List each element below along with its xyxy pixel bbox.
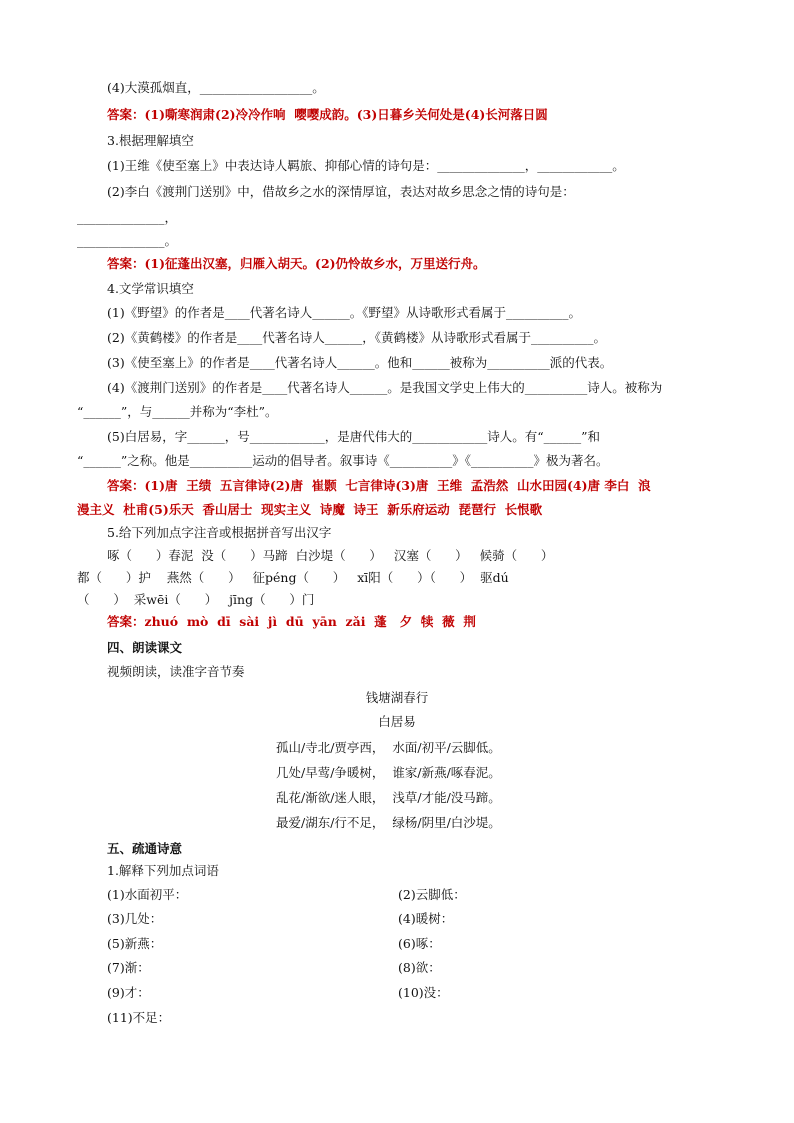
poem-author: 白居易 <box>378 714 416 729</box>
poem-line: 几处/早莺/争暖树， 谁家/新燕/啄春泥。 <box>276 765 501 780</box>
blank-4: (4)大漠孤烟直，__________________。 <box>107 80 325 95</box>
word-item: (7)渐： <box>107 960 150 975</box>
word-item: (4)暖树： <box>398 911 454 926</box>
q5-row3: （ ） 采wēi（ ） jīng（ ）门 <box>77 592 315 607</box>
q3-2-blank2: ______________。 <box>77 233 178 248</box>
word-item: (11)不足： <box>107 1010 171 1025</box>
section5-sub: 1.解释下列加点词语 <box>107 863 219 878</box>
poem-line: 孤山/寺北/贾亭西， 水面/初平/云脚低。 <box>276 740 501 755</box>
q4-5: (5)白居易，字______，号____________，是唐代伟大的____________诗人。有“______”和 <box>107 429 600 444</box>
heading-q4: 4.文学常识填空 <box>107 281 194 296</box>
word-item: (6)啄： <box>398 936 441 951</box>
q4-5-cont: “______”之称。他是__________运动的倡导者。叙事诗《__________》《__________》极为著名。 <box>77 453 609 468</box>
word-item: (10)没： <box>398 985 449 1000</box>
q4-1: (1)《野望》的作者是____代著名诗人______。《野望》从诗歌形式看属于__________。 <box>107 305 581 320</box>
answer-4b: 漫主义 杜甫(5)乐天 香山居士 现实主义 诗魔 诗王 新乐府运动 琵琶行 长恨歌 <box>77 502 543 517</box>
heading-section5: 五、疏通诗意 <box>107 841 183 856</box>
heading-read: 四、朗读课文 <box>107 640 183 655</box>
word-item: (1)水面初平： <box>107 887 188 902</box>
word-item: (3)几处： <box>107 911 163 926</box>
word-item: (5)新燕： <box>107 936 163 951</box>
answer-5: 答案：zhuó mò dī sài jì dū yān zǎi 蓬 夕 犊 薇 荆 <box>107 614 476 629</box>
q4-2: (2)《黄鹤楼》的作者是____代著名诗人______，《黄鹤楼》从诗歌形式看属于__________。 <box>107 330 606 345</box>
word-item: (8)欲： <box>398 960 441 975</box>
poem-line: 乱花/渐欲/迷人眼， 浅草/才能/没马蹄。 <box>276 790 501 805</box>
q5-row1: 啄（ ）春泥 没（ ）马蹄 白沙堤（ ） 汉塞（ ） 候骑（ ） <box>107 548 554 563</box>
read-instruction: 视频朗读，读准字音节奏 <box>107 664 245 679</box>
q3-2-blank1: ______________， <box>77 210 178 225</box>
answer-3: 答案：(1)征蓬出汉塞，归雁入胡天。(2)仍怜故乡水，万里送行舟。 <box>107 256 486 271</box>
poem-title: 钱塘湖春行 <box>365 690 429 705</box>
q4-3: (3)《使至塞上》的作者是____代著名诗人______。他和______被称为__________派的代表。 <box>107 355 613 370</box>
answer-4a: 答案：(1)唐 王绩 五言律诗(2)唐 崔颢 七言律诗(3)唐 王维 孟浩然 山水田园(4)唐 李白 浪 <box>107 478 651 493</box>
word-item: (9)才： <box>107 985 150 1000</box>
answer-2: 答案：(1)嘶寒润肃(2)冷冷作响 嘤嘤成韵。(3)日暮乡关何处是(4)长河落日圆 <box>107 107 548 122</box>
q4-4: (4)《渡荆门送别》的作者是____代著名诗人______。是我国文学史上伟大的__________诗人。被称为 <box>107 380 663 395</box>
q4-4-cont: “______”，与______并称为“李杜”。 <box>77 404 278 419</box>
q5-row2: 都（ ）护 燕然（ ） 征péng（ ） xī阳（ ）（ ） 驱dú <box>77 570 509 585</box>
heading-q3: 3.根据理解填空 <box>107 133 194 148</box>
q3-1: (1)王维《使至塞上》中表达诗人羁旅、抑郁心情的诗句是：______________，____________。 <box>107 158 625 173</box>
poem-line: 最爱/湖东/行不足， 绿杨/阴里/白沙堤。 <box>276 815 501 830</box>
q3-2: (2)李白《渡荆门送别》中，借故乡之水的深情厚谊，表达对故乡思念之情的诗句是： <box>107 184 575 199</box>
word-item: (2)云脚低： <box>398 887 466 902</box>
heading-q5: 5.给下列加点字注音或根据拼音写出汉字 <box>107 525 332 540</box>
